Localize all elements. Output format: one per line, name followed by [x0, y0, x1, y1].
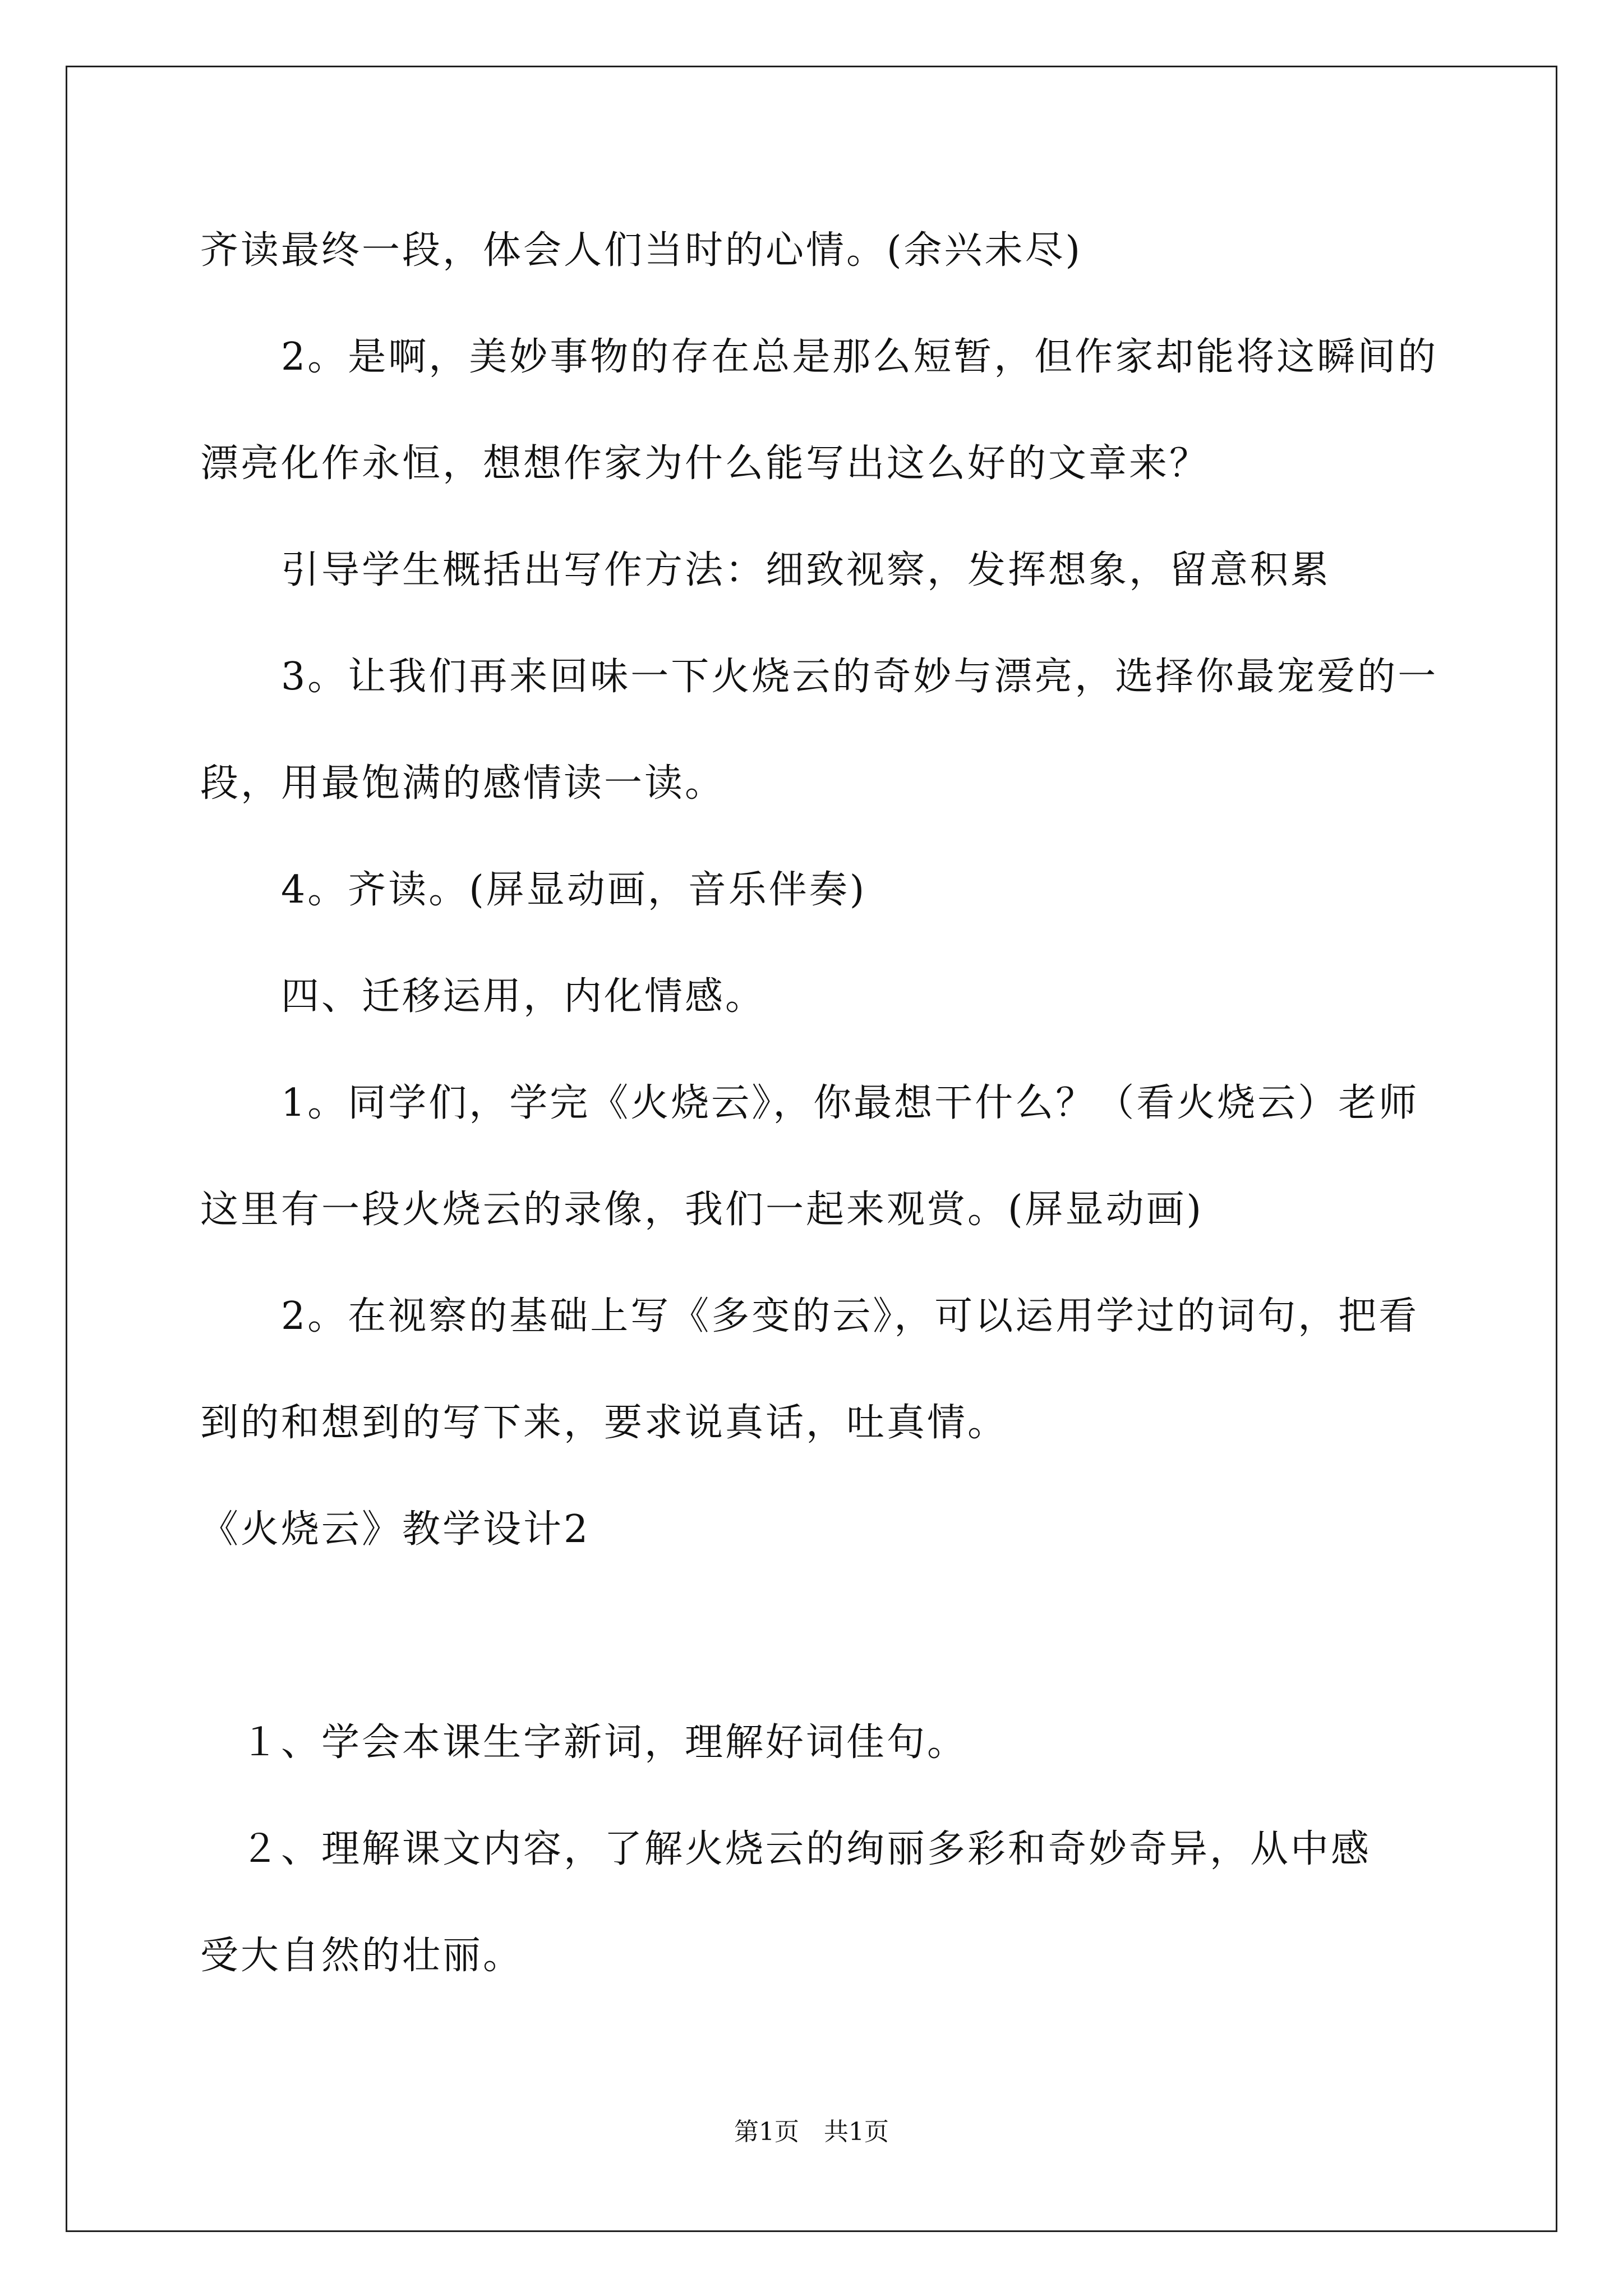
text-line-7: 4。齐读。(屏显动画，音乐伴奏): [200, 868, 867, 912]
text-line-5: 3。让我们再来回味一下火烧云的奇妙与漂亮，选择你最宠爱的一: [200, 655, 1438, 699]
text-line-10: 这里有一段火烧云的录像，我们一起来观赏。(屏显动画): [200, 1188, 1204, 1232]
text-line-14: ２、理解课文内容，了解火烧云的绚丽多彩和奇妙奇异，从中感: [200, 1827, 1372, 1871]
text-line-8: 四、迁移运用，内化情感。: [200, 974, 766, 1019]
text-line-4: 引导学生概括出写作方法：细致视察，发挥想象，留意积累: [200, 548, 1331, 592]
text-line-12: 到的和想到的写下来，要求说真话，吐真情。: [200, 1401, 1008, 1445]
text-line-13: １、学会本课生字新词，理解好词佳句。: [200, 1720, 968, 1765]
text-line-2: 2。是啊，美妙事物的存在总是那么短暂，但作家却能将这瞬间的: [200, 335, 1438, 379]
text-line-11: 2。在视察的基础上写《多变的云》，可以运用学过的词句，把看: [200, 1294, 1419, 1338]
page-footer: 第1页 共1页: [734, 2118, 889, 2146]
text-line-1: 齐读最终一段，体会人们当时的心情。(余兴未尽): [200, 228, 1083, 273]
text-line-6: 段，用最饱满的感情读一读。: [200, 761, 726, 806]
section-heading: 《火烧云》教学设计2: [200, 1507, 591, 1552]
page-border: [66, 66, 1557, 2232]
text-line-15: 受大自然的壮丽。: [200, 1934, 524, 1978]
text-line-3: 漂亮化作永恒，想想作家为什么能写出这么好的文章来？: [200, 441, 1210, 486]
text-line-9: 1。同学们，学完《火烧云》，你最想干什么？（看火烧云）老师: [200, 1081, 1419, 1125]
